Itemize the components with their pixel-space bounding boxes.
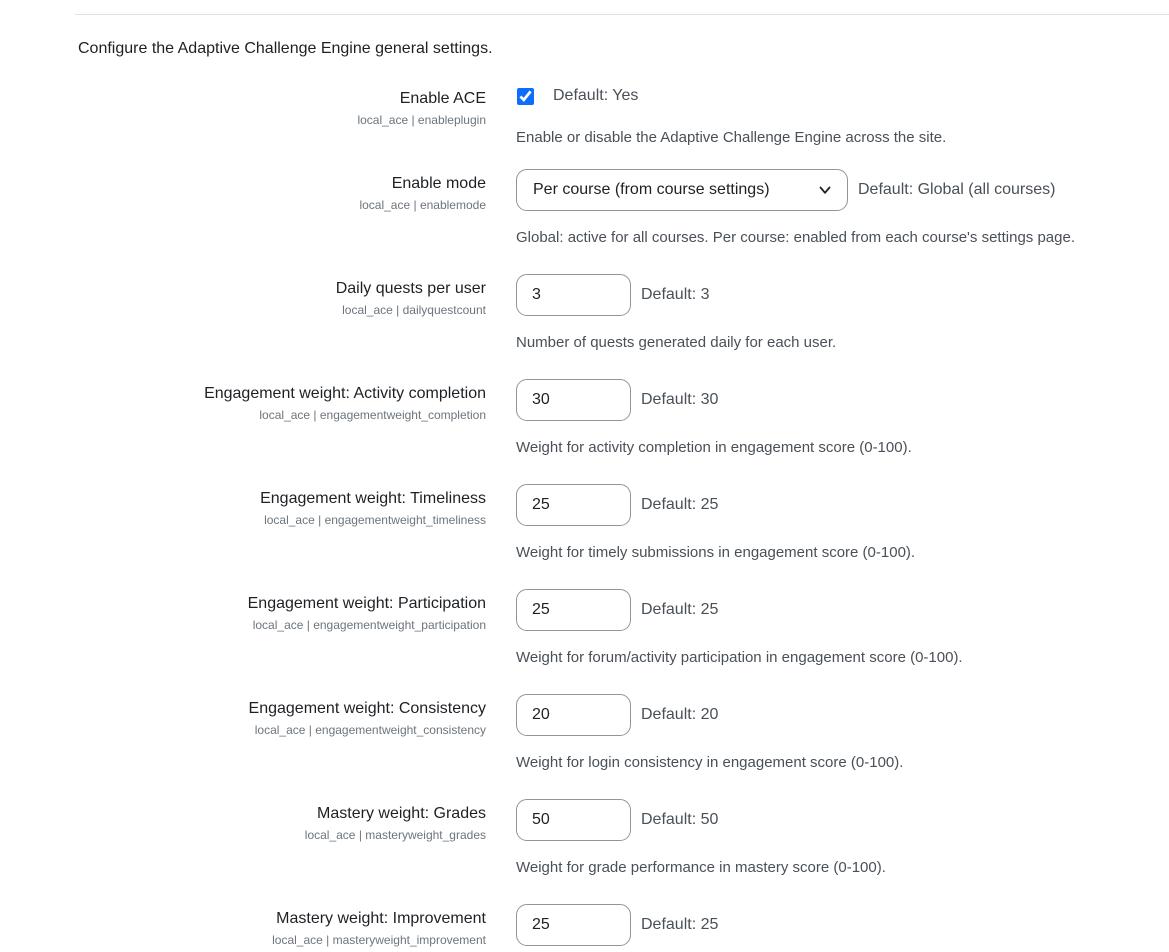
chevron-down-icon	[818, 183, 832, 197]
setting-default-value: Default: Global (all courses)	[858, 181, 1056, 198]
setting-label-column	[78, 904, 486, 948]
setting-plugin-name: local_ace | masteryweight_grades	[304, 828, 486, 842]
setting-plugin-name: local_ace | dailyquestcount	[342, 303, 486, 317]
setting-plugin-name: local_ace | engagementweight_participation	[252, 618, 486, 632]
setting-row	[78, 84, 1169, 149]
setting-label-column	[78, 379, 486, 459]
setting-label: Engagement weight: Timeliness	[260, 490, 486, 507]
setting-control-column	[516, 904, 1169, 948]
setting-label-column	[78, 274, 486, 354]
control-line	[516, 169, 1169, 211]
setting-row	[78, 799, 1169, 879]
page-description: Configure the Adaptive Challenge Engine general settings.	[78, 40, 493, 57]
setting-default-value: Default: 25	[641, 916, 719, 933]
setting-label-column	[78, 694, 486, 774]
setting-control-column	[516, 169, 1169, 249]
setting-description: Weight for activity completion in engagement score (0-100).	[516, 439, 912, 456]
setting-label: Enable ACE	[399, 90, 486, 107]
setting-label: Enable mode	[391, 175, 486, 192]
setting-plugin-name: local_ace | masteryweight_improvement	[272, 933, 486, 947]
setting-label-column	[78, 799, 486, 879]
setting-description: Number of quests generated daily for each user.	[516, 334, 837, 351]
setting-description: Weight for timely submissions in engagement score (0-100).	[516, 544, 916, 561]
setting-row	[78, 274, 1169, 354]
setting-plugin-name: local_ace | engagementweight_completion	[259, 408, 486, 422]
setting-default-value: Default: 30	[641, 391, 719, 408]
setting-control-column	[516, 484, 1169, 564]
setting-control-column	[516, 274, 1169, 354]
setting-plugin-name: local_ace | enableplugin	[357, 113, 486, 127]
control-line	[516, 84, 1169, 108]
setting-control-column	[516, 84, 1169, 149]
setting-row	[78, 904, 1169, 948]
setting-default-value: Default: Yes	[553, 87, 639, 104]
engagementweight-participation-input[interactable]	[516, 589, 631, 631]
enablemode-select[interactable]	[516, 169, 848, 211]
setting-label: Mastery weight: Grades	[317, 805, 486, 822]
setting-plugin-name: local_ace | engagementweight_timeliness	[264, 513, 486, 527]
setting-label-column	[78, 169, 486, 249]
section-divider	[75, 14, 1169, 15]
setting-description: Enable or disable the Adaptive Challenge Engine across the site.	[516, 129, 947, 146]
setting-default-value: Default: 50	[641, 811, 719, 828]
enableplugin-checkbox[interactable]	[517, 88, 534, 105]
setting-label: Engagement weight: Consistency	[248, 700, 486, 717]
control-line	[516, 484, 1169, 526]
engagementweight-completion-input[interactable]	[516, 379, 631, 421]
setting-label-column	[78, 84, 486, 149]
setting-control-column	[516, 694, 1169, 774]
control-line	[516, 904, 1169, 946]
setting-description: Weight for forum/activity participation in engagement score (0-100).	[516, 649, 963, 666]
setting-row	[78, 589, 1169, 669]
control-line	[516, 274, 1169, 316]
select-selected-value: Per course (from course settings)	[533, 181, 770, 198]
control-line	[516, 694, 1169, 736]
control-line	[516, 799, 1169, 841]
engagementweight-timeliness-input[interactable]	[516, 484, 631, 526]
setting-control-column	[516, 589, 1169, 669]
setting-description: Weight for grade performance in mastery score (0-100).	[516, 859, 886, 876]
setting-control-column	[516, 799, 1169, 879]
setting-label: Mastery weight: Improvement	[276, 910, 486, 927]
setting-default-value: Default: 25	[641, 601, 719, 618]
setting-default-value: Default: 3	[641, 286, 710, 303]
setting-label: Engagement weight: Activity completion	[204, 385, 486, 402]
settings-list	[0, 84, 1169, 948]
setting-plugin-name: local_ace | engagementweight_consistency	[254, 723, 486, 737]
setting-description: Weight for login consistency in engagement score (0-100).	[516, 754, 904, 771]
setting-row	[78, 379, 1169, 459]
setting-label-column	[78, 484, 486, 564]
engagementweight-consistency-input[interactable]	[516, 694, 631, 736]
setting-default-value: Default: 25	[641, 496, 719, 513]
setting-description: Global: active for all courses. Per course: enabled from each course's settings page.	[516, 229, 1075, 246]
masteryweight-improvement-input[interactable]	[516, 904, 631, 946]
control-line	[516, 589, 1169, 631]
masteryweight-grades-input[interactable]	[516, 799, 631, 841]
setting-label: Daily quests per user	[335, 280, 486, 297]
setting-label: Engagement weight: Participation	[247, 595, 486, 612]
setting-control-column	[516, 379, 1169, 459]
setting-plugin-name: local_ace | enablemode	[359, 198, 486, 212]
setting-row	[78, 694, 1169, 774]
control-line	[516, 379, 1169, 421]
setting-label-column	[78, 589, 486, 669]
setting-row	[78, 169, 1169, 249]
setting-row	[78, 484, 1169, 564]
setting-default-value: Default: 20	[641, 706, 719, 723]
dailyquestcount-input[interactable]	[516, 274, 631, 316]
